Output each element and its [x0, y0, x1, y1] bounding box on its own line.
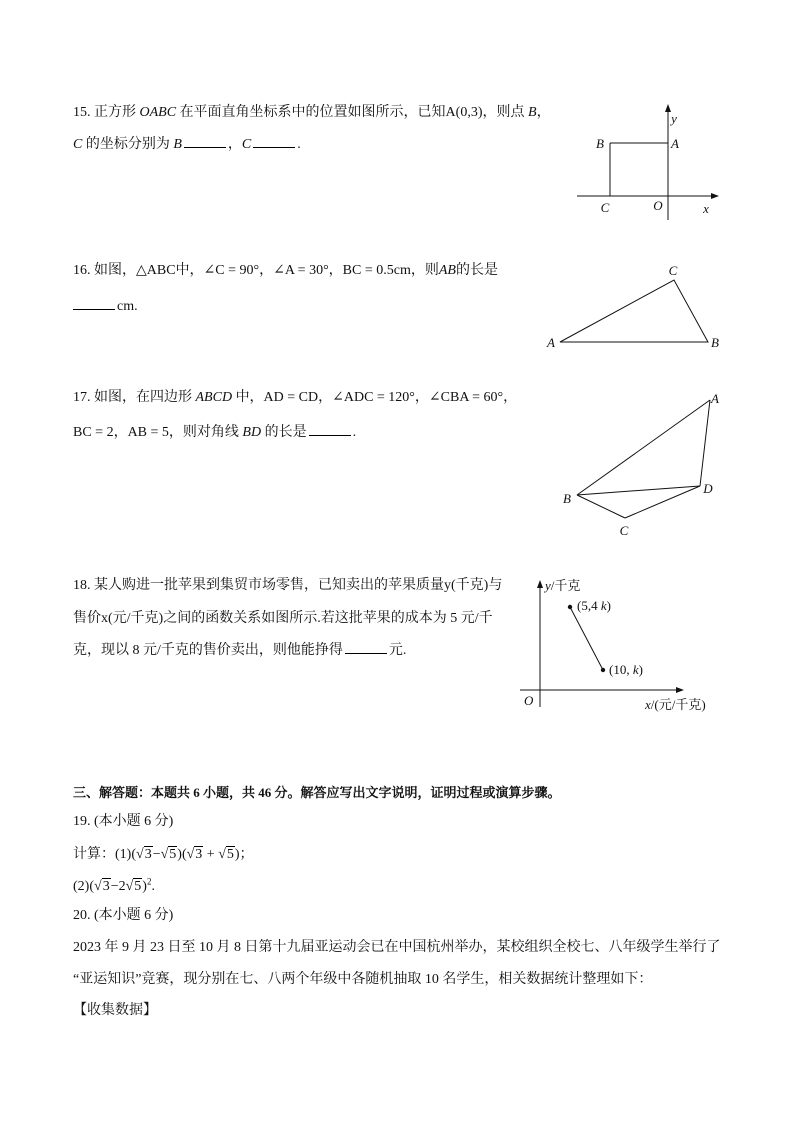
x-axis-label	[644, 697, 706, 712]
q17-text: BC = 2，AB = 5，则对角线	[73, 425, 243, 440]
function-segment	[570, 607, 603, 670]
q15-text: .	[297, 137, 301, 152]
point-label-text: )	[638, 662, 643, 677]
edge-ab	[577, 400, 710, 495]
radicand: 5	[169, 847, 177, 862]
expr-text: )(	[177, 847, 187, 862]
expr-text: )；	[234, 847, 254, 862]
label-b: B	[711, 335, 719, 350]
x-unit: /(元/千克)	[650, 697, 706, 712]
q17-text: 17. 如图，在四边形	[73, 390, 196, 405]
q15-var-c: C	[73, 137, 83, 152]
q20-collect-data-heading: 【收集数据】	[73, 1003, 157, 1018]
y-axis-arrow	[537, 580, 543, 588]
q18-text: 售价x(元/千克)之间的函数关系如图所示.若这批苹果的成本为 5 元/千	[73, 611, 493, 626]
edge-bc	[577, 495, 625, 518]
q15-var-oabc: OABC	[139, 105, 177, 120]
label-origin: O	[524, 693, 534, 708]
expr-text: (2)(	[73, 879, 94, 894]
y-var: y	[545, 578, 551, 593]
label-d: D	[703, 481, 713, 496]
edge-ad	[700, 400, 710, 486]
point-label-text: (5,4	[577, 598, 601, 613]
radicand: 5	[226, 847, 234, 862]
label-c: C	[619, 523, 629, 538]
radicand: 3	[144, 847, 152, 862]
q18-text: 18. 某人购进一批苹果到集贸市场零售，已知卖出的苹果质量y(千克)与	[73, 578, 503, 593]
q15-text: 15. 正方形	[73, 105, 140, 120]
radicand: 3	[195, 847, 203, 862]
sqrt-sign: √	[136, 847, 144, 862]
q15-line-1	[73, 104, 551, 122]
point-label-text: (10,	[609, 662, 633, 677]
q16-text: cm.	[117, 299, 138, 314]
sqrt-sign: √	[186, 847, 195, 862]
label-a: A	[711, 391, 719, 406]
q20-header: 20. (本小题 6 分)	[73, 908, 174, 923]
q18-line-2	[73, 610, 493, 628]
point-label-text: )	[606, 598, 611, 613]
q17-line-2	[73, 422, 356, 442]
x-axis-arrow	[711, 193, 719, 199]
expr-text: −	[152, 847, 161, 862]
y-axis-arrow	[665, 104, 671, 112]
q18-line-1	[73, 577, 502, 595]
section-3-heading: 三、解答题：本题共 6 小题，共 46 分。解答应写出文字说明，证明过程或演算步骤。	[73, 785, 561, 800]
q17-text: 的长是	[261, 425, 307, 440]
answer-blank	[73, 296, 115, 310]
q18-text: 克，现以 8 元/千克的售价卖出，则他能挣得	[73, 643, 343, 658]
label-a: A	[547, 335, 555, 350]
point-5-4k	[568, 605, 572, 609]
exponent: 2	[146, 876, 152, 887]
radicand: 5	[134, 879, 142, 894]
expr-text: −2	[110, 879, 126, 894]
q20-line-2: “亚运知识”竞赛，现分别在七、八两个年级中各随机抽取 10 名学生，相关数据统计整理如下：	[73, 972, 653, 987]
expr-text: )	[142, 879, 147, 894]
q16-var-ab: AB	[438, 263, 456, 278]
y-unit: /千克	[550, 578, 581, 593]
q18-figure	[515, 572, 730, 717]
point-10-k	[601, 668, 605, 672]
x-axis-arrow	[676, 687, 684, 693]
q15-var-c: C	[241, 137, 252, 152]
point-label-2	[609, 662, 643, 677]
q16-figure	[540, 260, 730, 355]
label-origin: O	[653, 198, 663, 213]
q15-var-b: B	[173, 137, 182, 152]
q17-line-1	[73, 389, 517, 407]
label-x: x	[703, 201, 709, 216]
q15-text: 的坐标分别为	[82, 137, 174, 152]
point-label-k: k	[600, 598, 607, 613]
answer-blank	[309, 422, 351, 436]
point-label-1	[577, 598, 611, 613]
q20-line-1: 2023 年 9 月 23 日至 10 月 8 日第十九届亚运动会已在中国杭州举办，某校组织全校七、八年级学生举行了	[73, 940, 721, 955]
q16-text: 16. 如图，△ABC中，∠C = 90°，∠A = 30°，BC = 0.5cm，则	[73, 263, 439, 278]
triangle-abc	[560, 280, 708, 342]
q17-var-bd: BD	[242, 425, 262, 440]
sqrt-sign: √	[125, 879, 134, 894]
answer-blank	[253, 134, 295, 148]
sqrt-sign: √	[94, 879, 102, 894]
label-c: C	[600, 200, 610, 215]
expr-text: 计算：(1)(	[73, 847, 136, 862]
label-c: C	[668, 263, 678, 278]
q17-text: .	[352, 425, 357, 440]
q16-line-2	[73, 296, 138, 316]
label-y: y	[671, 111, 677, 126]
answer-blank	[345, 640, 387, 654]
q18-line-3	[73, 640, 406, 660]
label-a: A	[671, 136, 679, 151]
q15-line-2	[73, 134, 301, 154]
expr-text: .	[151, 879, 155, 894]
label-b: B	[563, 491, 571, 506]
q17-figure	[550, 385, 730, 540]
q15-text: ，	[536, 105, 551, 120]
point-label-k: k	[632, 662, 639, 677]
radicand: 3	[102, 879, 110, 894]
sqrt-sign: √	[218, 847, 226, 862]
q16-line-1	[73, 262, 498, 280]
q17-var-abcd: ABCD	[195, 390, 233, 405]
q18-text: 元.	[388, 643, 407, 658]
q16-text: 的长是	[455, 263, 498, 278]
q15-var-b: B	[528, 105, 537, 120]
q19-part-1	[73, 846, 254, 864]
sqrt-sign: √	[160, 847, 169, 862]
x-var: x	[645, 697, 651, 712]
q19-part-2	[73, 878, 155, 896]
answer-blank	[184, 134, 226, 148]
q19-header: 19. (本小题 6 分)	[73, 814, 174, 829]
q17-text: 中，AD = CD，∠ADC = 120°，∠CBA = 60°，	[232, 390, 518, 405]
expr-text: +	[203, 847, 219, 862]
q15-figure	[570, 100, 720, 225]
q15-text: 在平面直角坐标系中的位置如图所示，已知A(0,3)，则点	[176, 105, 528, 120]
label-b: B	[596, 136, 604, 151]
y-axis-label	[543, 578, 580, 593]
q15-text: ，	[227, 137, 242, 152]
